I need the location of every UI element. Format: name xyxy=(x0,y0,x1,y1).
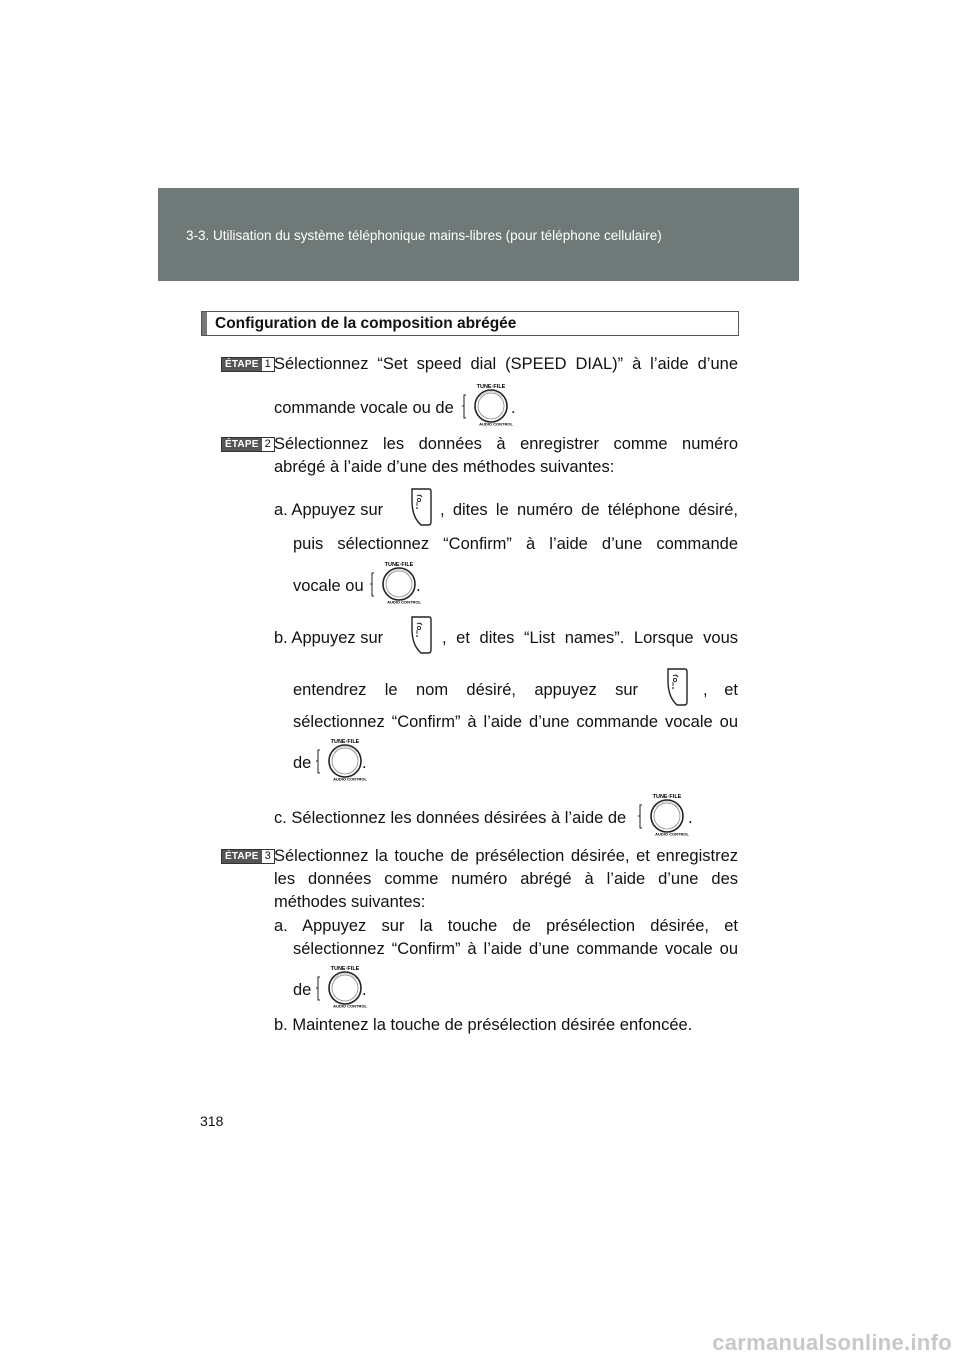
watermark: carmanualsonline.info xyxy=(712,1330,952,1355)
step-2c-line-1: c. Sélectionnez les données désirées à l’aide de xyxy=(274,809,627,827)
step-1-badge: ÉTAPE 1 xyxy=(221,357,275,372)
talk-switch-icon xyxy=(665,667,689,707)
page-number: 318 xyxy=(200,1113,224,1129)
step-3a-line-2: sélectionnez “Confirm” à l’aide d’une commande vocale ou xyxy=(293,940,738,958)
svg-text:TUNE·FILE: TUNE·FILE xyxy=(330,966,360,972)
step-3a-line-3: de xyxy=(293,981,312,999)
svg-text:TUNE·FILE: TUNE·FILE xyxy=(652,794,682,800)
period: . xyxy=(416,577,421,595)
step-1-line-2: commande vocale ou de xyxy=(274,399,454,417)
step-2b-line-1-end: , et dites “List names”. Lorsque vous xyxy=(442,629,738,647)
svg-text:AUDIO CONTROL: AUDIO CONTROL xyxy=(479,421,513,426)
step-2b-line-1-start: b. Appuyez sur xyxy=(274,629,384,647)
step-3b-line-1: b. Maintenez la touche de présélection désirée enfoncée. xyxy=(274,1016,693,1034)
section-title-bar xyxy=(202,312,207,335)
svg-text:TUNE·FILE: TUNE·FILE xyxy=(384,562,414,568)
step-2a-line-2: puis sélectionnez “Confirm” à l’aide d’une commande xyxy=(293,535,738,553)
tune-file-knob-icon xyxy=(636,792,696,836)
step-3a-line-1: a. Appuyez sur la touche de présélection désirée, et xyxy=(274,917,738,935)
step-2-line-2: abrégé à l’aide d’une des méthodes suivantes: xyxy=(274,458,615,476)
step-3-badge: ÉTAPE 3 xyxy=(221,849,275,864)
svg-text:AUDIO CONTROL: AUDIO CONTROL xyxy=(333,776,367,781)
period: . xyxy=(511,399,516,417)
step-2-line-1: Sélectionnez les données à enregistrer comme numéro xyxy=(274,435,738,453)
step-2b-line-3: sélectionnez “Confirm” à l’aide d’une commande vocale ou xyxy=(293,713,738,731)
period: . xyxy=(362,754,367,772)
step-2a-line-1-end: , dites le numéro de téléphone désiré, xyxy=(440,501,738,519)
step-2b-line-2-end: , et xyxy=(703,681,738,699)
svg-text:AUDIO CONTROL: AUDIO CONTROL xyxy=(655,831,689,836)
step-2b-line-2-start: entendrez le nom désiré, appuyez sur xyxy=(293,681,638,699)
step-3-line-1: Sélectionnez la touche de présélection désirée, et enregistrez xyxy=(274,847,738,865)
step-2a-line-1-start: a. Appuyez sur xyxy=(274,501,384,519)
svg-text:TUNE·FILE: TUNE·FILE xyxy=(476,384,506,390)
svg-text:AUDIO CONTROL: AUDIO CONTROL xyxy=(333,1003,367,1008)
section-title: Configuration de la composition abrégée xyxy=(215,315,517,332)
step-3-line-3: méthodes suivantes: xyxy=(274,893,426,911)
talk-switch-icon xyxy=(409,487,433,527)
period: . xyxy=(688,809,693,827)
section-title-box xyxy=(201,311,739,336)
step-2-badge: ÉTAPE 2 xyxy=(221,437,275,452)
step-1-line-1: Sélectionnez “Set speed dial (SPEED DIAL)” à l’aide d’une xyxy=(274,355,738,373)
svg-text:TUNE·FILE: TUNE·FILE xyxy=(330,739,360,745)
chapter-header-title: 3-3. Utilisation du système téléphonique mains-libres (pour téléphone cellulaire) xyxy=(186,228,662,243)
step-2b-line-4: de xyxy=(293,754,312,772)
talk-switch-icon xyxy=(409,615,433,655)
step-2a-line-3: vocale ou xyxy=(293,577,364,595)
svg-text:AUDIO CONTROL: AUDIO CONTROL xyxy=(387,599,421,604)
period: . xyxy=(362,981,367,999)
step-3-line-2: les données comme numéro abrégé à l’aide d’une des xyxy=(274,870,738,888)
